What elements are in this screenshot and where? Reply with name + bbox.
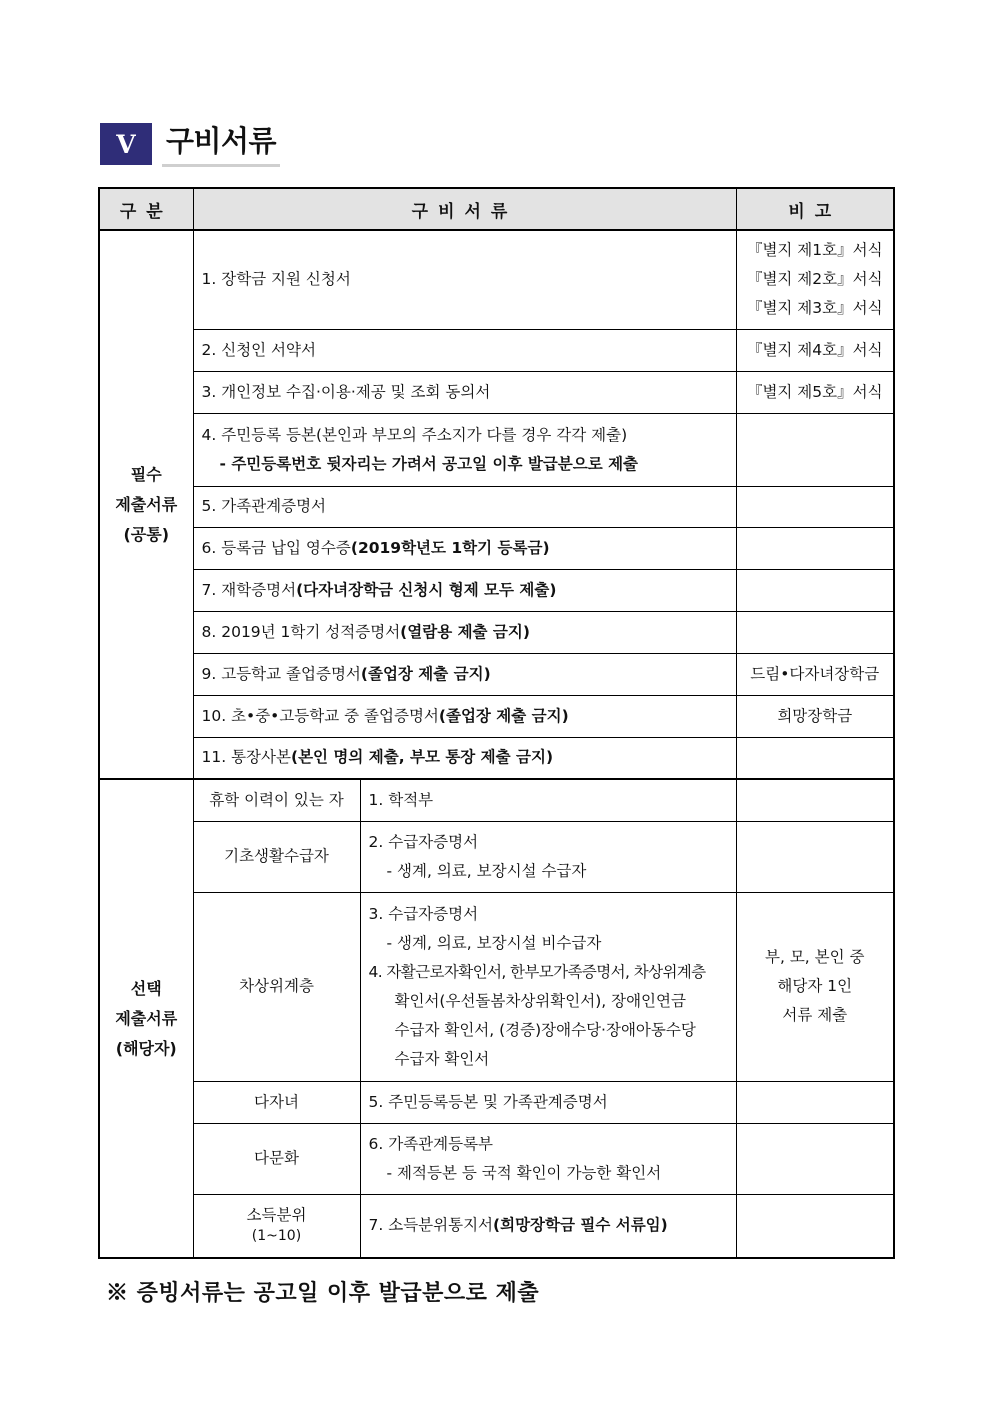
target-label: 소득분위 (246, 1205, 307, 1224)
document-item (193, 413, 736, 486)
document-emphasis: (열람용 제출 금지) (400, 622, 530, 641)
remark-text: 해당자 1인 (777, 977, 853, 995)
target-label: 차상위계층 (239, 977, 314, 995)
remark-cell (736, 371, 894, 413)
document-item (193, 371, 736, 413)
document-emphasis: (희망장학금 필수 서류임) (493, 1216, 668, 1235)
section-title: 구비서류 (162, 122, 280, 167)
header-documents: 구비서류 (193, 188, 736, 230)
remark-cell (736, 329, 894, 371)
remark-text: 드림•다자녀장학금 (750, 664, 880, 683)
category-label: 제출서류 (115, 494, 178, 514)
header-category: 구분 (99, 188, 193, 230)
remark-cell (736, 821, 894, 892)
category-label: 선택 (130, 978, 162, 998)
target-label: 다자녀 (254, 1092, 299, 1111)
target-group (193, 1194, 360, 1258)
remark-cell (736, 1194, 894, 1258)
remark-cell (736, 486, 894, 527)
target-label: 휴학 이력이 있는 자 (209, 790, 344, 809)
table-row (99, 1081, 894, 1123)
document-text: 10. 초•중•고등학교 중 졸업증명서 (201, 706, 439, 725)
remark-text: 『별지 제4호』서식 (746, 340, 883, 359)
document-label (202, 702, 728, 731)
remark-text: 『별지 제1호』서식 (746, 241, 883, 260)
document-subnote: - 주민등록번호 뒷자리는 가려서 공고일 이후 발급분으로 제출 (219, 454, 639, 473)
document-label: 확인서(우선돌봄차상위확인서), 장애인연금 (394, 991, 686, 1010)
table-row (99, 653, 894, 695)
table-header-row (99, 188, 894, 230)
remark-cell (736, 653, 894, 695)
target-label: (1~10) (251, 1227, 302, 1244)
target-group (193, 821, 360, 892)
required-documents-table (98, 187, 895, 1259)
document-label (202, 421, 728, 450)
table-row (99, 892, 894, 1081)
document-label (202, 618, 728, 647)
remark-cell (736, 569, 894, 611)
document-label (202, 378, 728, 407)
remark-text: 『별지 제2호』서식 (746, 270, 883, 289)
optional-section (99, 779, 894, 1258)
document-item (360, 1194, 736, 1258)
table-row (99, 695, 894, 737)
document-text: 11. 통장사본 (201, 748, 291, 767)
document-emphasis: (졸업장 제출 금지) (438, 706, 569, 725)
document-item (193, 611, 736, 653)
table-row (99, 779, 894, 821)
document-label (202, 534, 728, 563)
remark-cell (736, 892, 894, 1081)
document-item (193, 230, 736, 329)
target-group (193, 892, 360, 1081)
document-item (193, 695, 736, 737)
remark-cell (736, 695, 894, 737)
document-label: 수급자 확인서, (경증)장애수당·장애아동수당 (394, 1020, 696, 1039)
document-item (360, 779, 736, 821)
document-label (202, 492, 728, 521)
document-item (360, 1081, 736, 1123)
document-item (360, 821, 736, 892)
category-label: (해당자) (115, 1038, 177, 1058)
remark-text: 『별지 제3호』서식 (746, 299, 883, 318)
remark-cell (736, 1123, 894, 1194)
category-optional (99, 779, 193, 1258)
remark-cell (736, 779, 894, 821)
document-item (193, 329, 736, 371)
document-label: 3. 수급자증명서 (368, 904, 479, 923)
target-label: 다문화 (254, 1149, 299, 1167)
document-item (193, 527, 736, 569)
table-row (99, 486, 894, 527)
remark-text: 서류 제출 (782, 1006, 848, 1024)
document-text: 5. 가족관계증명서 (201, 497, 327, 515)
document-label: 5. 주민등록등본 및 가족관계증명서 (368, 1092, 608, 1111)
document-label: - 생계, 의료, 보장시설 비수급자 (386, 933, 602, 952)
category-label: 필수 (130, 464, 162, 484)
document-label (202, 336, 728, 365)
document-text: 6. 등록금 납입 영수증 (201, 538, 351, 557)
table-row (99, 1123, 894, 1194)
document-text: 3. 개인정보 수집·이용·제공 및 조회 동의서 (201, 382, 491, 401)
category-label: 제출서류 (115, 1008, 178, 1028)
document-label: 7. 소득분위통지서(희망장학금 필수 서류임) (368, 1216, 668, 1235)
target-label: 기초생활수급자 (224, 847, 329, 865)
remark-cell (736, 611, 894, 653)
table-row (99, 611, 894, 653)
table-row (99, 230, 894, 329)
document-label (202, 660, 728, 689)
table-row (99, 413, 894, 486)
remark-text: 부, 모, 본인 중 (765, 948, 865, 966)
document-label: - 제적등본 등 국적 확인이 가능한 확인서 (386, 1163, 662, 1182)
document-text: 8. 2019년 1학기 성적증명서 (201, 622, 401, 641)
target-group (193, 1123, 360, 1194)
document-item (193, 569, 736, 611)
document-text: 4. 주민등록 등본(본인과 부모의 주소지가 다를 경우 각각 제출) (201, 425, 628, 444)
document-text: 7. 재학증명서 (201, 580, 297, 599)
remark-cell (736, 1081, 894, 1123)
document-label: 2. 수급자증명서 (368, 832, 479, 851)
header-remarks: 비고 (736, 188, 894, 230)
category-common (99, 230, 193, 779)
table-row (99, 737, 894, 779)
category-label: (공통) (123, 524, 170, 544)
table-row (99, 527, 894, 569)
document-emphasis: (졸업장 제출 금지) (360, 664, 491, 683)
document-item (193, 737, 736, 779)
table-row (99, 329, 894, 371)
document-label: 수급자 확인서 (394, 1049, 490, 1068)
remark-cell (736, 527, 894, 569)
document-emphasis: (다자녀장학금 신청시 형제 모두 제출) (296, 580, 557, 599)
remark-text: 희망장학금 (777, 706, 853, 725)
document-emphasis: (2019학년도 1학기 등록금) (350, 538, 550, 557)
table-row (99, 371, 894, 413)
footnote: ※ 증빙서류는 공고일 이후 발급분으로 제출 (106, 1280, 540, 1306)
section-number-badge: V (100, 123, 152, 165)
remark-cell (736, 413, 894, 486)
remark-cell (736, 737, 894, 779)
target-group (193, 779, 360, 821)
table-row (99, 821, 894, 892)
document-label: 6. 가족관계등록부 (368, 1134, 494, 1153)
section-heading (100, 122, 280, 166)
document-label: 1. 학적부 (368, 790, 434, 809)
document-emphasis: (본인 명의 제출, 부모 통장 제출 금지) (290, 748, 554, 767)
document-label (202, 265, 728, 294)
document-item (193, 486, 736, 527)
document-text: 9. 고등학교 졸업증명서 (201, 664, 361, 683)
common-section (99, 230, 894, 779)
document-label (202, 743, 728, 772)
document-label: 4. 자활근로자확인서, 한부모가족증명서, 차상위계층 (368, 962, 706, 981)
document-item (360, 892, 736, 1081)
table-row (99, 569, 894, 611)
table-row (99, 1194, 894, 1258)
document-text: 2. 신청인 서약서 (201, 340, 316, 359)
document-label: - 생계, 의료, 보장시설 수급자 (386, 861, 587, 880)
target-group (193, 1081, 360, 1123)
document-item (360, 1123, 736, 1194)
document-label (202, 576, 728, 605)
remark-text: 『별지 제5호』서식 (746, 382, 883, 401)
document-item (193, 653, 736, 695)
remark-cell (736, 230, 894, 329)
document-text: 1. 장학금 지원 신청서 (201, 270, 351, 289)
